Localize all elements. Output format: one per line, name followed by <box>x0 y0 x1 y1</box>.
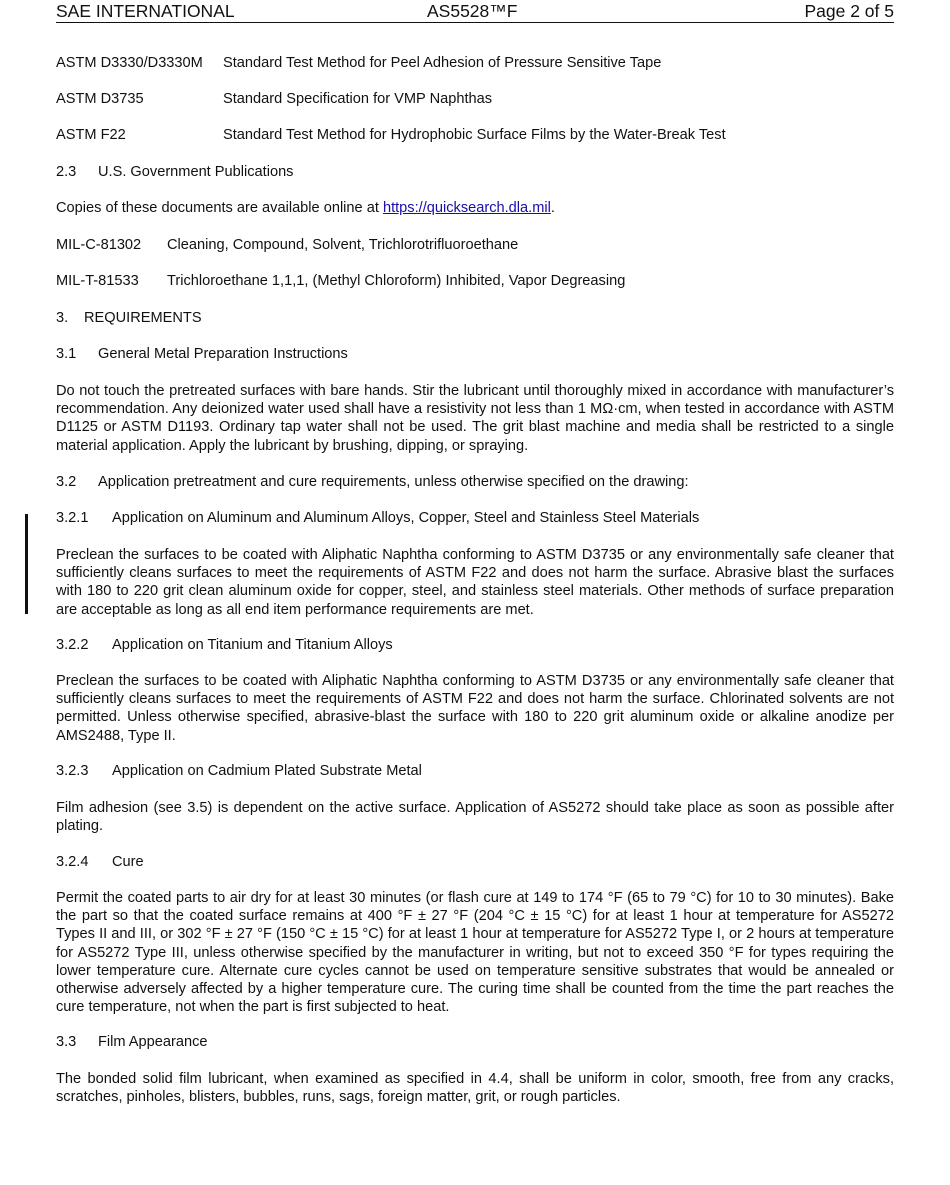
reference-title: Standard Specification for VMP Naphthas <box>223 91 493 107</box>
section-3-1-body: Do not touch the pretreated surfaces with bare hands. Stir the lubricant until thoroughly mixed in accordance with manufacturer’s recommendation. Any deionized water used shall have a resistivity not less than 1 MΩ·cm, when tested in accordance with ASTM D1125 or ASTM D1193. Ordinary tap water shall not be used. The grit blast machine and media shall be restricted to a single material application. Apply the lubricant by brushing, dipping, or spraying. <box>56 383 894 454</box>
reference-title: Trichloroethane 1,1,1, (Methyl Chloroform) Inhibited, Vapor Degreasing <box>167 273 626 289</box>
section-title: Film Appearance <box>98 1034 208 1050</box>
reference-code: ASTM D3735 <box>56 91 144 107</box>
section-3-2-1-body: Preclean the surfaces to be coated with Aliphatic Naphtha conforming to ASTM D3735 or any environmentally safe cleaner that sufficiently cleans surfaces to meet the requirements of ASTM F22 and does not harm the surface. Abrasive blast the surfaces with 180 to 220 grit clean aluminum oxide for copper, steel, and stainless steel materials. Other methods of surface preparation are acceptable as long as all end item performance requirements are met. <box>56 547 894 618</box>
section-number: 3. <box>56 310 69 326</box>
reference-title: Standard Test Method for Hydrophobic Surface Films by the Water-Break Test <box>223 127 726 143</box>
section-heading-3 <box>56 309 202 327</box>
section-heading-3-1 <box>56 345 348 363</box>
section-heading-3-2-2 <box>56 636 393 654</box>
header-page-label: Page 2 of 5 <box>804 1 894 21</box>
section-heading-3-2-1 <box>56 509 699 527</box>
availability-note <box>56 199 555 217</box>
section-number: 3.3 <box>56 1034 77 1050</box>
section-title: REQUIREMENTS <box>84 310 202 326</box>
section-heading-2-3 <box>56 163 293 181</box>
section-title: U.S. Government Publications <box>98 164 294 180</box>
section-number: 3.2.1 <box>56 510 89 526</box>
section-title: General Metal Preparation Instructions <box>98 346 348 362</box>
section-title: Application pretreatment and cure requirements, unless otherwise specified on the drawing: <box>98 474 689 490</box>
reference-code: MIL-T-81533 <box>56 273 139 289</box>
revision-change-bar <box>25 514 28 614</box>
reference-code: ASTM F22 <box>56 127 126 143</box>
quicksearch-link[interactable]: https://quicksearch.dla.mil <box>382 200 551 216</box>
reference-title: Standard Test Method for Peel Adhesion of Pressure Sensitive Tape <box>223 55 662 71</box>
page-header <box>56 0 894 23</box>
section-3-2-4-body: Permit the coated parts to air dry for at least 30 minutes (or flash cure at 149 to 174 °F (65 to 79 °C) for 10 to 30 minutes). Bake the part so that the coated surface remains at 400 °F ± 27 °F (204 °C ± 15 °C) for at least 1 hour at temperature for AS5272 Types II and III, or 302 °F ± 27 °F (150 °C ± 15 °C) for at least 1 hour at temperature for AS5272 Type I, or 2 hours at temperature for AS5272 Type III, unless otherwise specified by the manufacturer in writing, but not to exceed 350 °F for types requiring the lower temperature cure. Alternate cure cycles cannot be used on temperature sensitive substrates that would be annealed or otherwise adversely affected by a higher temperature cure. The curing time shall be counted from the time the part reaches the cure temperature, not when the part is first subjected to heat. <box>56 890 894 1016</box>
section-number: 3.2 <box>56 474 77 490</box>
section-heading-3-3 <box>56 1033 208 1051</box>
section-number: 3.2.2 <box>56 637 89 653</box>
section-title: Cure <box>112 854 144 870</box>
section-3-2-2-body: Preclean the surfaces to be coated with Aliphatic Naphtha conforming to ASTM D3735 or any environmentally safe cleaner that sufficiently cleans surfaces to meet the requirements of ASTM F22 and does not harm the surface. Chlorinated solvents are not permitted. Unless otherwise specified, abrasive-blast the surface with 180 to 220 grit aluminum oxide or alkaline anodize per AMS2488, Type II. <box>56 673 894 744</box>
reference-code: ASTM D3330/D3330M <box>56 55 203 71</box>
section-number: 3.1 <box>56 346 77 362</box>
section-3-2-3-body: Film adhesion (see 3.5) is dependent on the active surface. Application of AS5272 should take place as soon as possible after plating. <box>56 800 894 835</box>
section-heading-3-2-4 <box>56 853 144 871</box>
reference-title: Cleaning, Compound, Solvent, Trichlorotrifluoroethane <box>167 237 519 253</box>
section-number: 2.3 <box>56 164 77 180</box>
header-document-number: AS5528™F <box>427 1 518 21</box>
section-title: Application on Cadmium Plated Substrate Metal <box>112 763 422 779</box>
section-number: 3.2.3 <box>56 763 89 779</box>
header-organization: SAE INTERNATIONAL <box>56 1 235 21</box>
reference-code: MIL-C-81302 <box>56 237 142 253</box>
availability-text: Copies of these documents are available online at <box>56 200 383 216</box>
section-title: Application on Titanium and Titanium Alloys <box>112 637 393 653</box>
section-heading-3-2 <box>56 473 689 491</box>
section-number: 3.2.4 <box>56 854 89 870</box>
section-heading-3-2-3 <box>56 762 422 780</box>
section-title: Application on Aluminum and Aluminum Alloys, Copper, Steel and Stainless Steel Materials <box>112 510 700 526</box>
availability-end: . <box>550 200 555 216</box>
section-3-3-body: The bonded solid film lubricant, when examined as specified in 4.4, shall be uniform in color, smooth, free from any cracks, scratches, pinholes, blisters, bubbles, runs, sags, foreign matter, grit, or rough particles. <box>56 1071 894 1106</box>
